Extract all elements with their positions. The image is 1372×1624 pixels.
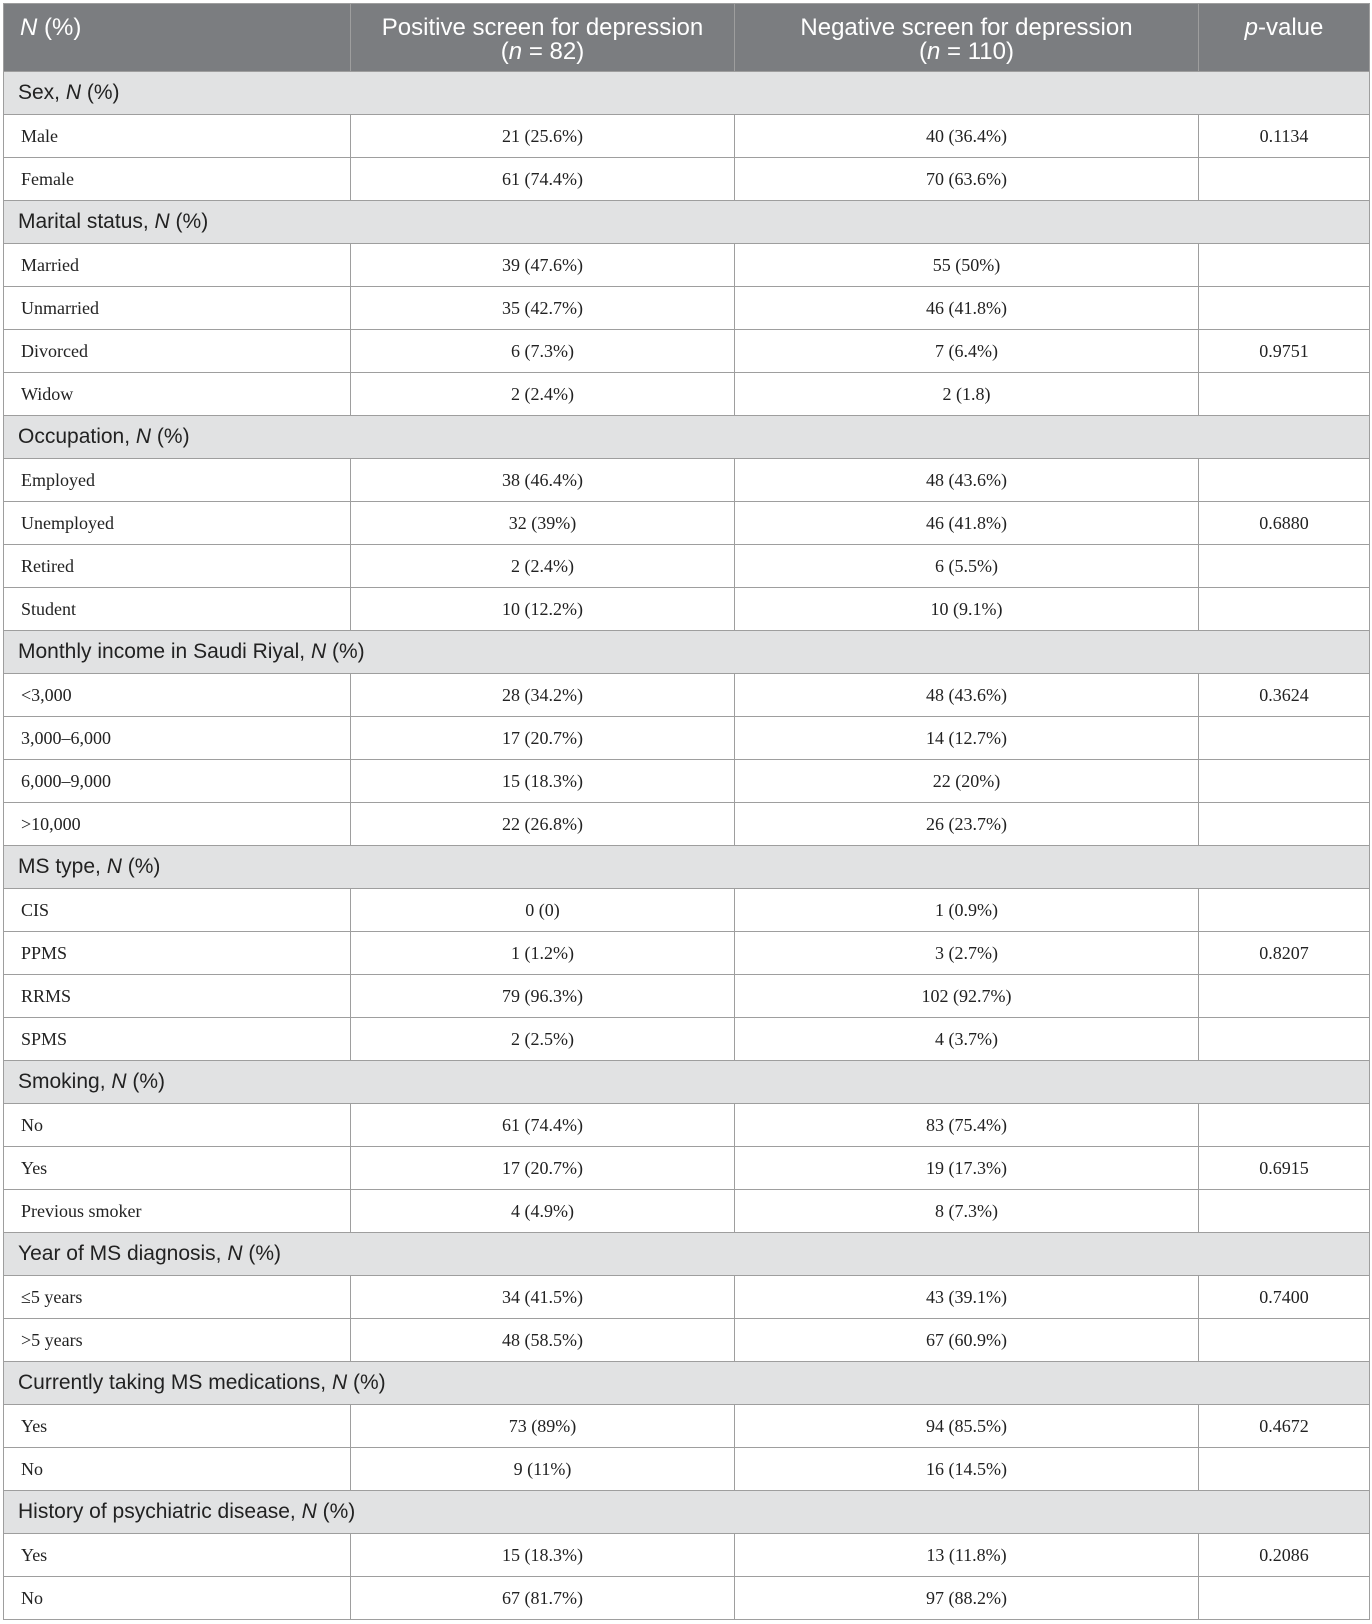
positive-value: 67 (81.7%) [351,1577,735,1620]
p-value [1199,158,1370,201]
header-positive-count: (n = 82) [500,38,585,65]
row-label: Retired [4,545,351,588]
section-row [4,1362,1370,1405]
negative-value: 6 (5.5%) [735,545,1199,588]
p-value: 0.8207 [1199,932,1370,975]
section-row [4,1491,1370,1534]
positive-value: 15 (18.3%) [351,760,735,803]
positive-value: 61 (74.4%) [351,158,735,201]
header-negative-screen [735,4,1199,72]
negative-value: 26 (23.7%) [735,803,1199,846]
p-value [1199,373,1370,416]
positive-value: 17 (20.7%) [351,717,735,760]
section-title: Smoking, N (%) [4,1061,1370,1104]
row-label: No [4,1577,351,1620]
negative-value: 94 (85.5%) [735,1405,1199,1448]
table-row [4,674,1370,717]
section-title: MS type, N (%) [4,846,1370,889]
row-label: SPMS [4,1018,351,1061]
positive-value: 35 (42.7%) [351,287,735,330]
header-n-symbol: N [20,14,38,41]
negative-value: 97 (88.2%) [735,1577,1199,1620]
negative-value: 67 (60.9%) [735,1319,1199,1362]
header-n-percent [4,4,351,72]
header-negative-title: Negative screen for depression [800,14,1133,41]
negative-value: 55 (50%) [735,244,1199,287]
positive-value: 1 (1.2%) [351,932,735,975]
table-row [4,1319,1370,1362]
negative-value: 83 (75.4%) [735,1104,1199,1147]
table-row [4,1147,1370,1190]
row-label: RRMS [4,975,351,1018]
row-label: >10,000 [4,803,351,846]
p-value [1199,244,1370,287]
positive-value: 28 (34.2%) [351,674,735,717]
positive-value: 2 (2.5%) [351,1018,735,1061]
positive-value: 2 (2.4%) [351,373,735,416]
negative-value: 102 (92.7%) [735,975,1199,1018]
p-value [1199,1190,1370,1233]
row-label: >5 years [4,1319,351,1362]
positive-value: 32 (39%) [351,502,735,545]
header-p-suffix: -value [1257,14,1324,41]
row-label: <3,000 [4,674,351,717]
p-value [1199,1448,1370,1491]
table-row [4,1104,1370,1147]
negative-value: 2 (1.8) [735,373,1199,416]
row-label: PPMS [4,932,351,975]
negative-value: 46 (41.8%) [735,287,1199,330]
table-row [4,932,1370,975]
negative-value: 14 (12.7%) [735,717,1199,760]
table-row [4,244,1370,287]
table-row [4,115,1370,158]
p-value: 0.7400 [1199,1276,1370,1319]
table-row [4,717,1370,760]
row-label: No [4,1448,351,1491]
positive-value: 0 (0) [351,889,735,932]
row-label: Widow [4,373,351,416]
negative-value: 13 (11.8%) [735,1534,1199,1577]
positive-value: 48 (58.5%) [351,1319,735,1362]
negative-value: 22 (20%) [735,760,1199,803]
section-title: Sex, N (%) [4,72,1370,115]
p-value: 0.6915 [1199,1147,1370,1190]
table-row [4,502,1370,545]
negative-value: 48 (43.6%) [735,674,1199,717]
table-row [4,330,1370,373]
row-label: 6,000–9,000 [4,760,351,803]
table-row [4,1577,1370,1620]
p-value [1199,545,1370,588]
row-label: Employed [4,459,351,502]
demographics-table [3,3,1370,1620]
negative-value: 43 (39.1%) [735,1276,1199,1319]
positive-value: 21 (25.6%) [351,115,735,158]
section-row [4,631,1370,674]
p-value [1199,1319,1370,1362]
section-row [4,1233,1370,1276]
section-row [4,416,1370,459]
row-label: Yes [4,1405,351,1448]
table-row [4,545,1370,588]
header-p-value [1199,4,1370,72]
p-value: 0.4672 [1199,1405,1370,1448]
table-row [4,373,1370,416]
positive-value: 39 (47.6%) [351,244,735,287]
row-label: Unemployed [4,502,351,545]
negative-value: 10 (9.1%) [735,588,1199,631]
table-container [3,3,1369,1620]
p-value [1199,803,1370,846]
p-value [1199,1577,1370,1620]
negative-value: 8 (7.3%) [735,1190,1199,1233]
row-label: Yes [4,1534,351,1577]
table-row [4,1018,1370,1061]
row-label: Divorced [4,330,351,373]
section-title: Currently taking MS medications, N (%) [4,1362,1370,1405]
row-label: Unmarried [4,287,351,330]
row-label: Previous smoker [4,1190,351,1233]
section-title: Monthly income in Saudi Riyal, N (%) [4,631,1370,674]
p-value: 0.6880 [1199,502,1370,545]
positive-value: 79 (96.3%) [351,975,735,1018]
positive-value: 15 (18.3%) [351,1534,735,1577]
negative-value: 3 (2.7%) [735,932,1199,975]
table-row [4,975,1370,1018]
negative-value: 1 (0.9%) [735,889,1199,932]
positive-value: 34 (41.5%) [351,1276,735,1319]
p-value [1199,975,1370,1018]
row-label: Married [4,244,351,287]
table-row [4,1405,1370,1448]
row-label: Female [4,158,351,201]
positive-value: 22 (26.8%) [351,803,735,846]
p-value [1199,1104,1370,1147]
table-row [4,158,1370,201]
table-body [4,72,1370,1620]
header-positive-screen [351,4,735,72]
positive-value: 4 (4.9%) [351,1190,735,1233]
section-row [4,72,1370,115]
p-value [1199,588,1370,631]
negative-value: 46 (41.8%) [735,502,1199,545]
table-row [4,803,1370,846]
table-row [4,1276,1370,1319]
positive-value: 6 (7.3%) [351,330,735,373]
table-header [4,4,1370,72]
positive-value: 9 (11%) [351,1448,735,1491]
p-value: 0.9751 [1199,330,1370,373]
header-negative-count: (n = 110) [919,38,1014,65]
positive-value: 2 (2.4%) [351,545,735,588]
positive-value: 17 (20.7%) [351,1147,735,1190]
table-row [4,459,1370,502]
negative-value: 7 (6.4%) [735,330,1199,373]
header-row [4,4,1370,72]
p-value [1199,717,1370,760]
section-row [4,1061,1370,1104]
row-label: No [4,1104,351,1147]
table-row [4,1190,1370,1233]
p-value: 0.1134 [1199,115,1370,158]
row-label: CIS [4,889,351,932]
row-label: ≤5 years [4,1276,351,1319]
p-value [1199,1018,1370,1061]
row-label: 3,000–6,000 [4,717,351,760]
p-value: 0.2086 [1199,1534,1370,1577]
header-p-symbol: p [1244,14,1258,41]
positive-value: 61 (74.4%) [351,1104,735,1147]
p-value [1199,760,1370,803]
section-row [4,201,1370,244]
positive-value: 10 (12.2%) [351,588,735,631]
row-label: Yes [4,1147,351,1190]
section-title: Occupation, N (%) [4,416,1370,459]
header-percent: (%) [37,14,82,41]
p-value [1199,459,1370,502]
p-value [1199,889,1370,932]
table-row [4,287,1370,330]
row-label: Student [4,588,351,631]
table-row [4,1448,1370,1491]
row-label: Male [4,115,351,158]
negative-value: 19 (17.3%) [735,1147,1199,1190]
negative-value: 4 (3.7%) [735,1018,1199,1061]
positive-value: 38 (46.4%) [351,459,735,502]
section-title: Marital status, N (%) [4,201,1370,244]
table-row [4,588,1370,631]
positive-value: 73 (89%) [351,1405,735,1448]
p-value: 0.3624 [1199,674,1370,717]
table-row [4,889,1370,932]
table-row [4,1534,1370,1577]
section-title: History of psychiatric disease, N (%) [4,1491,1370,1534]
p-value [1199,287,1370,330]
negative-value: 40 (36.4%) [735,115,1199,158]
section-title: Year of MS diagnosis, N (%) [4,1233,1370,1276]
negative-value: 16 (14.5%) [735,1448,1199,1491]
negative-value: 70 (63.6%) [735,158,1199,201]
negative-value: 48 (43.6%) [735,459,1199,502]
section-row [4,846,1370,889]
header-positive-title: Positive screen for depression [381,14,704,41]
table-row [4,760,1370,803]
